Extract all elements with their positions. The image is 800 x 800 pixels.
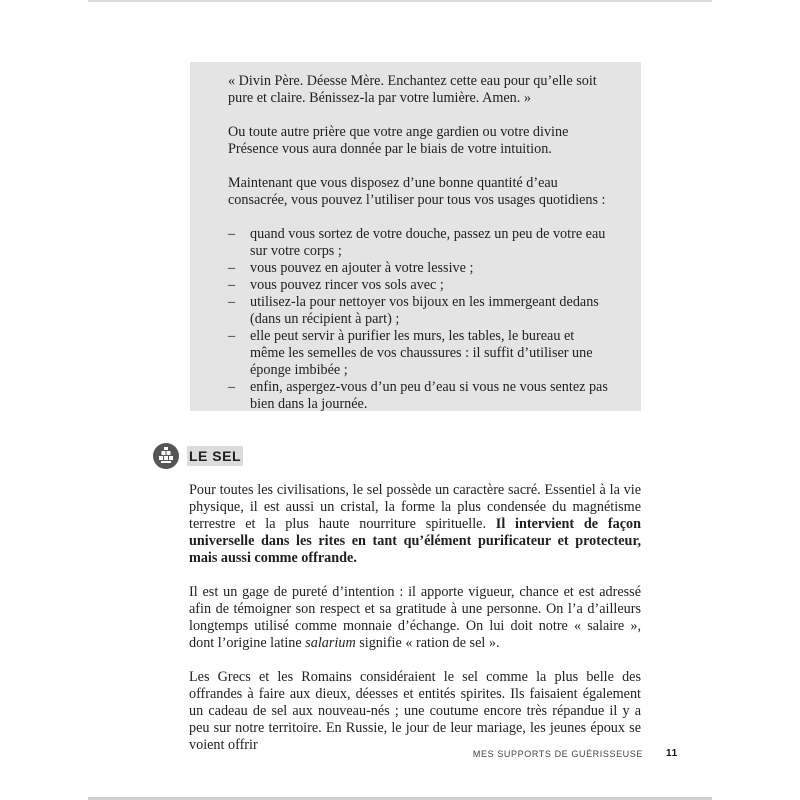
list-item: – vous pouvez rincer vos sols avec ; — [228, 277, 444, 293]
list-item: – utilisez-la pour nettoyer vos bijoux en les immergeant dedans (dans un récipient à part) ; — [228, 294, 599, 327]
list-item: – elle peut servir à purifier les murs, les tables, le bureau et même les semelles de vos chaussures : il suffit d’utiliser une éponge imbibée ; — [228, 328, 593, 378]
list-item: – quand vous sortez de votre douche, passez un peu de votre eau sur votre corps ; — [228, 226, 606, 259]
usage-intro-text: Maintenant que vous disposez d’une bonne quantité d’eau consacrée, vous pouvez l’utiliser pour tous vos usages quotidiens : — [228, 175, 606, 208]
list-item: – vous pouvez en ajouter à votre lessive ; — [228, 260, 474, 276]
top-rule — [88, 0, 712, 2]
list-item: – enfin, aspergez-vous d’un peu d’eau si vous ne vous sentez pas bien dans la journée. — [228, 379, 608, 412]
paragraph: Les Grecs et les Romains considéraient le sel comme la plus belle des offrandes à faire aux dieux, déesses et entités spirites. Ils faisaient également un cadeau de sel aux nouveau-nés ; une coutume encore très répandue il y a peu sur notre territoire. En Russie, le jour de leur mariage, les jeunes époux se voient offrir — [189, 669, 641, 753]
usage-list — [228, 226, 610, 413]
paragraph: Pour toutes les civilisations, le sel possède un caractère sacré. Essentiel à la vie physique, il est aussi un cristal, la forme la plus condensée du magnétisme terrestre et la plus haute nourriture spirituelle. Il intervient de façon universelle dans les rites en tant qu’élément purificateur et protecteur, mais aussi comme offrande. — [189, 482, 641, 566]
alternative-prayer-text: Ou toute autre prière que votre ange gardien ou votre divine Présence vous aura donnée par le biais de votre intuition. — [228, 124, 569, 157]
salt-crystals-icon — [153, 443, 179, 469]
emphasis: Il intervient de façon universelle dans les rites en tant qu’élément purificateur et protecteur, mais aussi comme offrande. — [189, 516, 641, 566]
section-title: LE SEL — [189, 448, 242, 464]
page-number: 11 — [666, 748, 678, 759]
prayer-box-content — [228, 73, 610, 413]
prayer-box — [190, 62, 641, 411]
latin-term: salarium — [305, 635, 356, 651]
paragraph: Il est un gage de pureté d’intention : il apporte vigueur, chance et est adressé afin de témoigner son respect et sa gratitude à une personne. On l’a d’ailleurs longtemps utilisé comme monnaie d’échange. On lui doit notre « salaire », dont l’origine latine salarium signifie « ration de sel ». — [189, 584, 641, 651]
running-title: MES SUPPORTS DE GUÉRISSEUSE — [472, 749, 643, 759]
prayer-text: « Divin Père. Déesse Mère. Enchantez cette eau pour qu’elle soit pure et claire. Bénissez-la par votre lumière. Amen. » — [228, 73, 597, 106]
body-text — [189, 482, 641, 754]
page-footer — [0, 748, 800, 762]
